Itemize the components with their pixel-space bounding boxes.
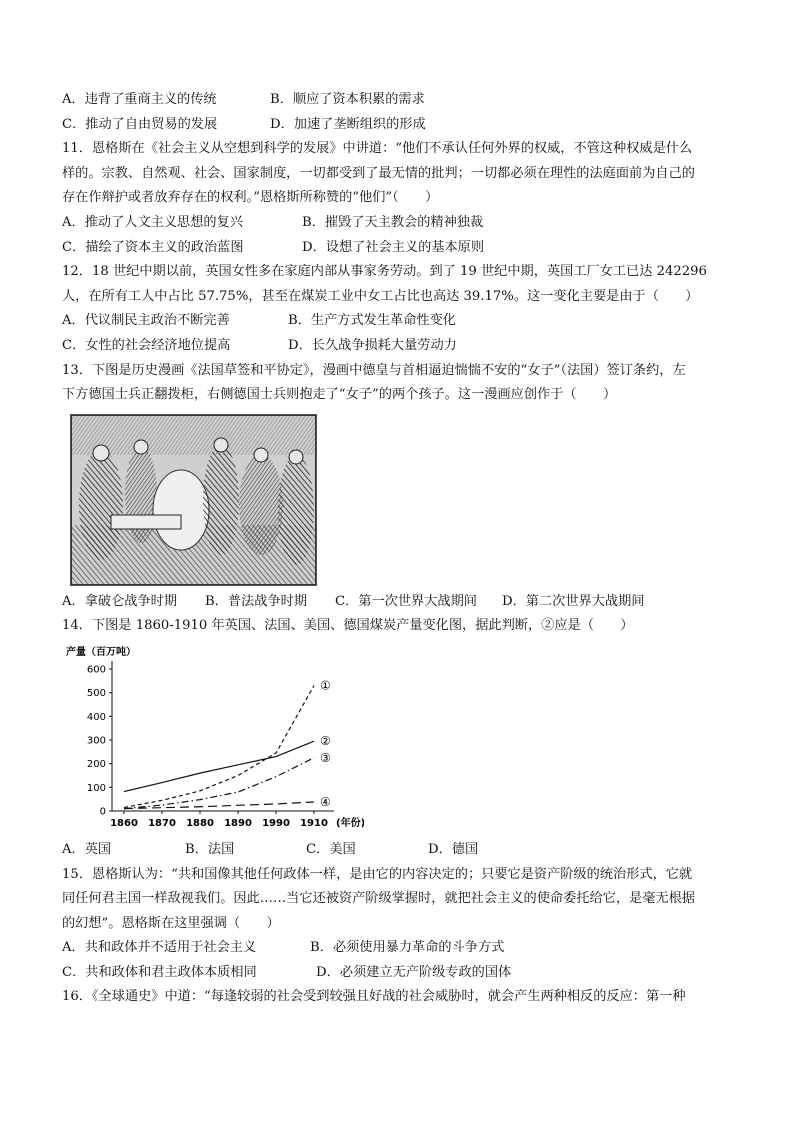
q11-stem-line-3: 存在作辩护或者放弃存在的权利。”恩格斯所称赞的“他们”（ ）: [62, 190, 439, 206]
chart-series-label-4: ④: [320, 794, 331, 809]
chart-x-tick-label: 1890: [224, 817, 252, 829]
q12-option-d[interactable]: D．长久战争损耗大量劳动力: [288, 337, 457, 353]
chart-x-axis-label: (年份): [336, 817, 364, 829]
question-16: [62, 985, 732, 1010]
q15-option-a[interactable]: A．共和政体并不适用于社会主义: [62, 940, 257, 956]
q14-option-a[interactable]: A．英国: [62, 841, 112, 857]
q13-option-a[interactable]: A．拿破仑战争时期: [62, 593, 178, 609]
q15-option-c[interactable]: C．共和政体和君主政体本质相同: [62, 964, 257, 980]
chart-series-line-1: [124, 685, 314, 807]
chart-series-label-3: ③: [320, 750, 331, 765]
chart-y-tick-label: 400: [86, 711, 106, 723]
q12-option-c[interactable]: C．女性的社会经济地位提高: [62, 337, 231, 353]
chart-x-tick-label: 1990: [262, 817, 290, 829]
q10-option-a[interactable]: A．违背了重商主义的传统: [62, 92, 217, 107]
chart-y-tick-label: 200: [86, 759, 106, 771]
chart-y-tick-label: 0: [99, 806, 106, 818]
q10-option-b[interactable]: B．顺应了资本积累的需求: [270, 92, 425, 107]
coal-production-chart: [64, 645, 732, 834]
q16-stem-line-1: 16．《全球通史》中道：“每逢较弱的社会受到较强且好战的社会威胁时，就会产生两种相反的反应：第一种: [62, 989, 686, 1005]
chart-x-tick-label: 1880: [186, 817, 214, 829]
q14-stem-line: 14．下图是 1860-1910 年英国、法国、美国、德国煤炭产量变化图，据此判断，②应是（ ）: [62, 618, 634, 634]
q12-stem-line-2: 人，在所有工人中占比 57.75%，甚至在煤炭工业中女工占比也高达 39.17%。这一变化主要是由于（ ）: [62, 288, 699, 304]
question-15: [62, 863, 732, 986]
q10-option-c[interactable]: C．推动了自由贸易的发展: [62, 116, 218, 132]
chart-y-tick-label: 600: [86, 664, 106, 676]
q14-option-c[interactable]: C．美国: [306, 841, 356, 857]
q12-options-row-2: [62, 334, 732, 359]
q11-option-c[interactable]: C．描绘了资本主义的政治蓝图: [62, 239, 244, 255]
q12-option-a[interactable]: A．代议制民主政治不断完善: [62, 313, 230, 329]
q10-option-d[interactable]: D．加速了垄断组织的形成: [270, 116, 426, 132]
chart-y-tick-label: 100: [86, 782, 106, 794]
chart-x-tick-label: 1870: [148, 817, 176, 829]
exam-page: [62, 88, 732, 1010]
q13-options-row: [62, 590, 732, 615]
q14-options-row: [62, 838, 732, 863]
q15-options-row-1: [62, 936, 732, 961]
q12-stem-line-1: 12．18 世纪中期以前，英国女性多在家庭内部从事家务劳动。到了 19 世纪中期，英国工厂女工已达 242296: [62, 264, 707, 280]
q15-option-b[interactable]: B．必须使用暴力革命的斗争方式: [310, 940, 505, 956]
chart-x-tick-label: 1860: [110, 817, 138, 829]
q15-option-d[interactable]: D．必须建立无产阶级专政的国体: [316, 964, 512, 980]
q12-option-b[interactable]: B．生产方式发生革命性变化: [288, 313, 456, 329]
q15-stem-line-2: 同任何君主国一样敌视我们。因此……当它还被资产阶级掌握时，就把社会主义的使命委托给它，是毫无根据: [62, 891, 695, 907]
q11-stem-line-1: 11．恩格斯在《社会主义从空想到科学的发展》中讲道：“他们不承认任何外界的权威，不管这种权威是什么: [62, 141, 693, 157]
q11-options-row-1: [62, 211, 732, 236]
q11-stem-line-2: 样的。宗教、自然观、社会、国家制度，一切都受到了最无情的批判；一切都必须在理性的法庭面前为自己的: [62, 165, 695, 181]
q15-stem-line-1: 15．恩格斯认为：“共和国像其他任何政体一样，是由它的内容决定的；只要它是资产阶级的统治形式，它就: [62, 866, 693, 882]
q12-options-row-1: [62, 309, 732, 334]
chart-series-line-4: [124, 802, 314, 809]
cartoon-engraving-illustration: [71, 415, 316, 585]
q14-option-b[interactable]: B．法国: [185, 841, 235, 857]
q13-option-b[interactable]: B．普法战争时期: [205, 593, 308, 609]
chart-y-tick-label: 500: [86, 688, 106, 700]
question-13: [62, 359, 732, 615]
historical-cartoon-image: [70, 414, 317, 586]
q11-option-b[interactable]: B．摧毁了天主教会的精神独裁: [302, 214, 484, 230]
q13-stem-line-2: 下方德国士兵正翻拨柜，右侧德国士兵则抱走了“女子”的两个孩子。这一漫画应创作于（ ）: [62, 387, 617, 403]
q10-options-row-2: [62, 113, 732, 138]
chart-y-tick-label: 300: [86, 735, 106, 747]
q11-option-d[interactable]: D．设想了社会主义的基本原则: [302, 239, 485, 255]
chart-y-axis-label: 产量（百万吨）: [66, 646, 136, 658]
chart-series-label-1: ①: [320, 678, 331, 693]
q13-option-c[interactable]: C．第一次世界大战期间: [335, 593, 477, 609]
question-14: [62, 614, 732, 862]
q11-options-row-2: [62, 236, 732, 261]
chart-series-line-2: [124, 741, 314, 791]
question-12: [62, 260, 732, 358]
q15-options-row-2: [62, 961, 732, 986]
chart-series-label-2: ②: [320, 734, 331, 749]
q15-stem-line-3: 的幻想”。恩格斯在这里强调（ ）: [62, 915, 280, 931]
chart-x-tick-label: 1910: [300, 817, 328, 829]
question-11: [62, 137, 732, 260]
q13-stem-line-1: 13．下图是历史漫画《法国草签和平协定》，漫画中德皇与首相逼迫惴惴不安的“女子”（法国）签订条约，左: [62, 362, 686, 378]
q14-option-d[interactable]: D．德国: [428, 841, 479, 857]
coal-chart-svg: [64, 645, 364, 830]
q13-option-d[interactable]: D．第二次世界大战期间: [502, 593, 645, 609]
q11-option-a[interactable]: A．推动了人文主义思想的复兴: [62, 214, 243, 230]
q10-options-row-1: [62, 88, 732, 113]
